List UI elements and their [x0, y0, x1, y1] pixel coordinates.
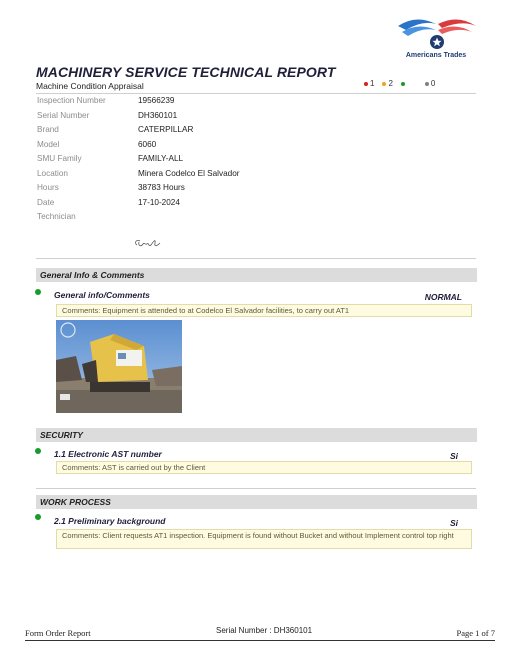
footer-rule [25, 640, 495, 641]
machine-info [37, 96, 239, 227]
footer-serial: Serial Number : DH360101 [216, 626, 313, 635]
info-row: SMU Family FAMILY-ALL [37, 154, 184, 163]
footer-page-number: Page 1 of 7 [456, 628, 495, 638]
comment-box: Comments: AST is carried out by the Client [56, 461, 472, 474]
item-status: Si [449, 451, 458, 461]
status-ok-icon [35, 514, 41, 520]
info-row: Serial Number DH360101 [37, 110, 178, 120]
green-dot-icon [401, 82, 405, 86]
count-red: 1 [364, 79, 374, 88]
report-title: MACHINERY SERVICE TECHNICAL REPORT [36, 64, 336, 80]
info-row: Inspection Number 19566239 [37, 96, 175, 105]
excavator-photo-image [56, 320, 182, 413]
info-divider [36, 258, 476, 259]
comment-box: Comments: Equipment is attended to at Codelco El Salvador facilities, to carry out AT1 [56, 304, 472, 317]
info-row: Location Minera Codelco El Salvador [37, 168, 240, 178]
orange-dot-icon [382, 82, 386, 86]
status-ok-icon [35, 289, 41, 295]
info-row: Model 6060 [37, 139, 157, 149]
section-header-work-process: WORK PROCESS [36, 495, 477, 509]
section-divider [36, 488, 476, 489]
info-row: Date 17-10-2024 [37, 197, 180, 207]
brand-name: Americans Trades [405, 52, 467, 59]
count-green [401, 82, 407, 86]
section-header-security: SECURITY [36, 428, 477, 442]
gray-dot-icon [425, 82, 429, 86]
report-subtitle: Machine Condition Appraisal [36, 81, 144, 91]
status-ok-icon [35, 448, 41, 454]
technician-signature [132, 236, 166, 250]
count-orange: 2 [382, 79, 392, 88]
header-divider [36, 93, 476, 94]
red-dot-icon [364, 82, 368, 86]
item-title: 1.1 Electronic AST number [54, 449, 162, 459]
footer-form-name: Form Order Report [25, 628, 91, 638]
machine-photo [56, 320, 182, 413]
item-status: Si [449, 518, 458, 528]
info-row: Technician [37, 212, 76, 221]
item-status: NORMAL [424, 292, 462, 302]
item-title: General info/Comments [54, 290, 150, 300]
status-counts [364, 79, 435, 88]
section-header-general-info: General Info & Comments [36, 268, 477, 282]
count-gray: 0 [425, 79, 435, 88]
item-title: 2.1 Preliminary background [54, 516, 166, 526]
comment-box: Comments: Client requests AT1 inspection. Equipment is found without Bucket and without Implement control top right [56, 529, 472, 549]
info-row: Brand CATERPILLAR [37, 125, 194, 134]
comment-wrap [56, 529, 472, 551]
info-row: Hours 38783 Hours [37, 183, 185, 192]
